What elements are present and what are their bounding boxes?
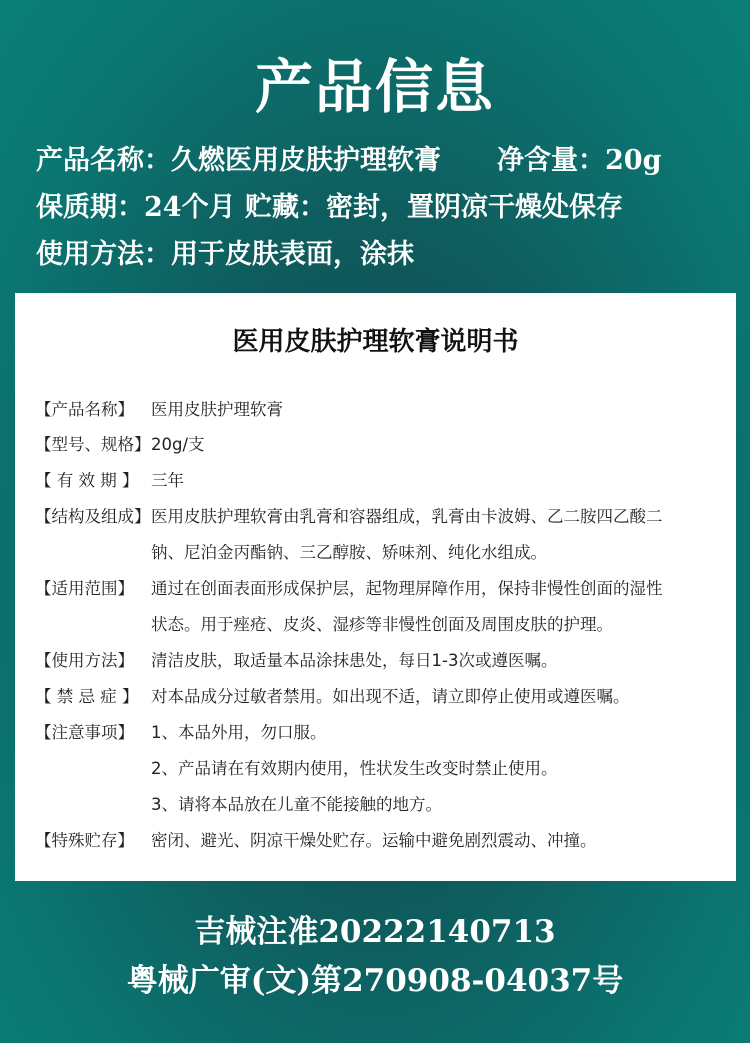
info-line-shelf-storage: 保质期：24个月 贮藏：密封，置阴凉干燥处保存 bbox=[36, 192, 623, 223]
spec-value: 通过在创面表面形成保护层，起物理屏障作用，保持非慢性创面的湿性 bbox=[151, 579, 663, 598]
spec-label: 【 有 效 期 】 bbox=[35, 471, 139, 490]
instruction-card bbox=[15, 293, 736, 881]
spec-value: 20g/支 bbox=[151, 435, 205, 454]
spec-label: 【特殊贮存】 bbox=[35, 831, 134, 850]
registration-number: 吉械注准20222140713 bbox=[194, 914, 556, 950]
page-title: 产品信息 bbox=[254, 53, 495, 121]
spec-label: 【 禁 忌 症 】 bbox=[35, 687, 139, 706]
spec-value: 对本品成分过敏者禁用。如出现不适，请立即停止使用或遵医嘱。 bbox=[151, 687, 630, 706]
info-line-product bbox=[36, 138, 661, 177]
spec-value: 密闭、避光、阴凉干燥处贮存。运输中避免剧烈震动、冲撞。 bbox=[151, 831, 597, 850]
spec-label: 【使用方法】 bbox=[35, 651, 134, 670]
spec-label: 【注意事项】 bbox=[35, 723, 134, 742]
spec-value: 3、请将本品放在儿童不能接触的地方。 bbox=[151, 795, 442, 814]
spec-value: 2、产品请在有效期内使用，性状发生改变时禁止使用。 bbox=[151, 759, 558, 778]
spec-value: 三年 bbox=[151, 471, 184, 490]
spec-label: 【结构及组成】 bbox=[35, 507, 151, 526]
spec-value: 医用皮肤护理软膏 bbox=[151, 400, 283, 419]
spec-value: 医用皮肤护理软膏由乳膏和容器组成，乳膏由卡波姆、乙二胺四乙酸二 bbox=[151, 507, 663, 526]
spec-value: 1、本品外用，勿口服。 bbox=[151, 723, 327, 742]
spec-value: 清洁皮肤，取适量本品涂抹患处，每日1-3次或遵医嘱。 bbox=[151, 651, 558, 670]
card-title: 医用皮肤护理软膏说明书 bbox=[232, 327, 519, 357]
ad-approval-number: 粤械广审(文)第270908-04037号 bbox=[126, 963, 624, 999]
spec-value: 钠、尼泊金丙酯钠、三乙醇胺、矫味剂、纯化水组成。 bbox=[151, 543, 547, 562]
net-weight-text: 净含量：20g bbox=[497, 145, 662, 176]
spec-label: 【型号、规格】 bbox=[35, 435, 151, 454]
spec-value: 状态。用于痤疮、皮炎、湿疹等非慢性创面及周围皮肤的护理。 bbox=[151, 615, 613, 634]
info-line-usage: 使用方法：用于皮肤表面，涂抹 bbox=[36, 239, 414, 270]
spec-label: 【产品名称】 bbox=[35, 400, 134, 419]
product-name-text: 产品名称：久燃医用皮肤护理软膏 bbox=[36, 145, 441, 176]
spec-label: 【适用范围】 bbox=[35, 579, 134, 598]
